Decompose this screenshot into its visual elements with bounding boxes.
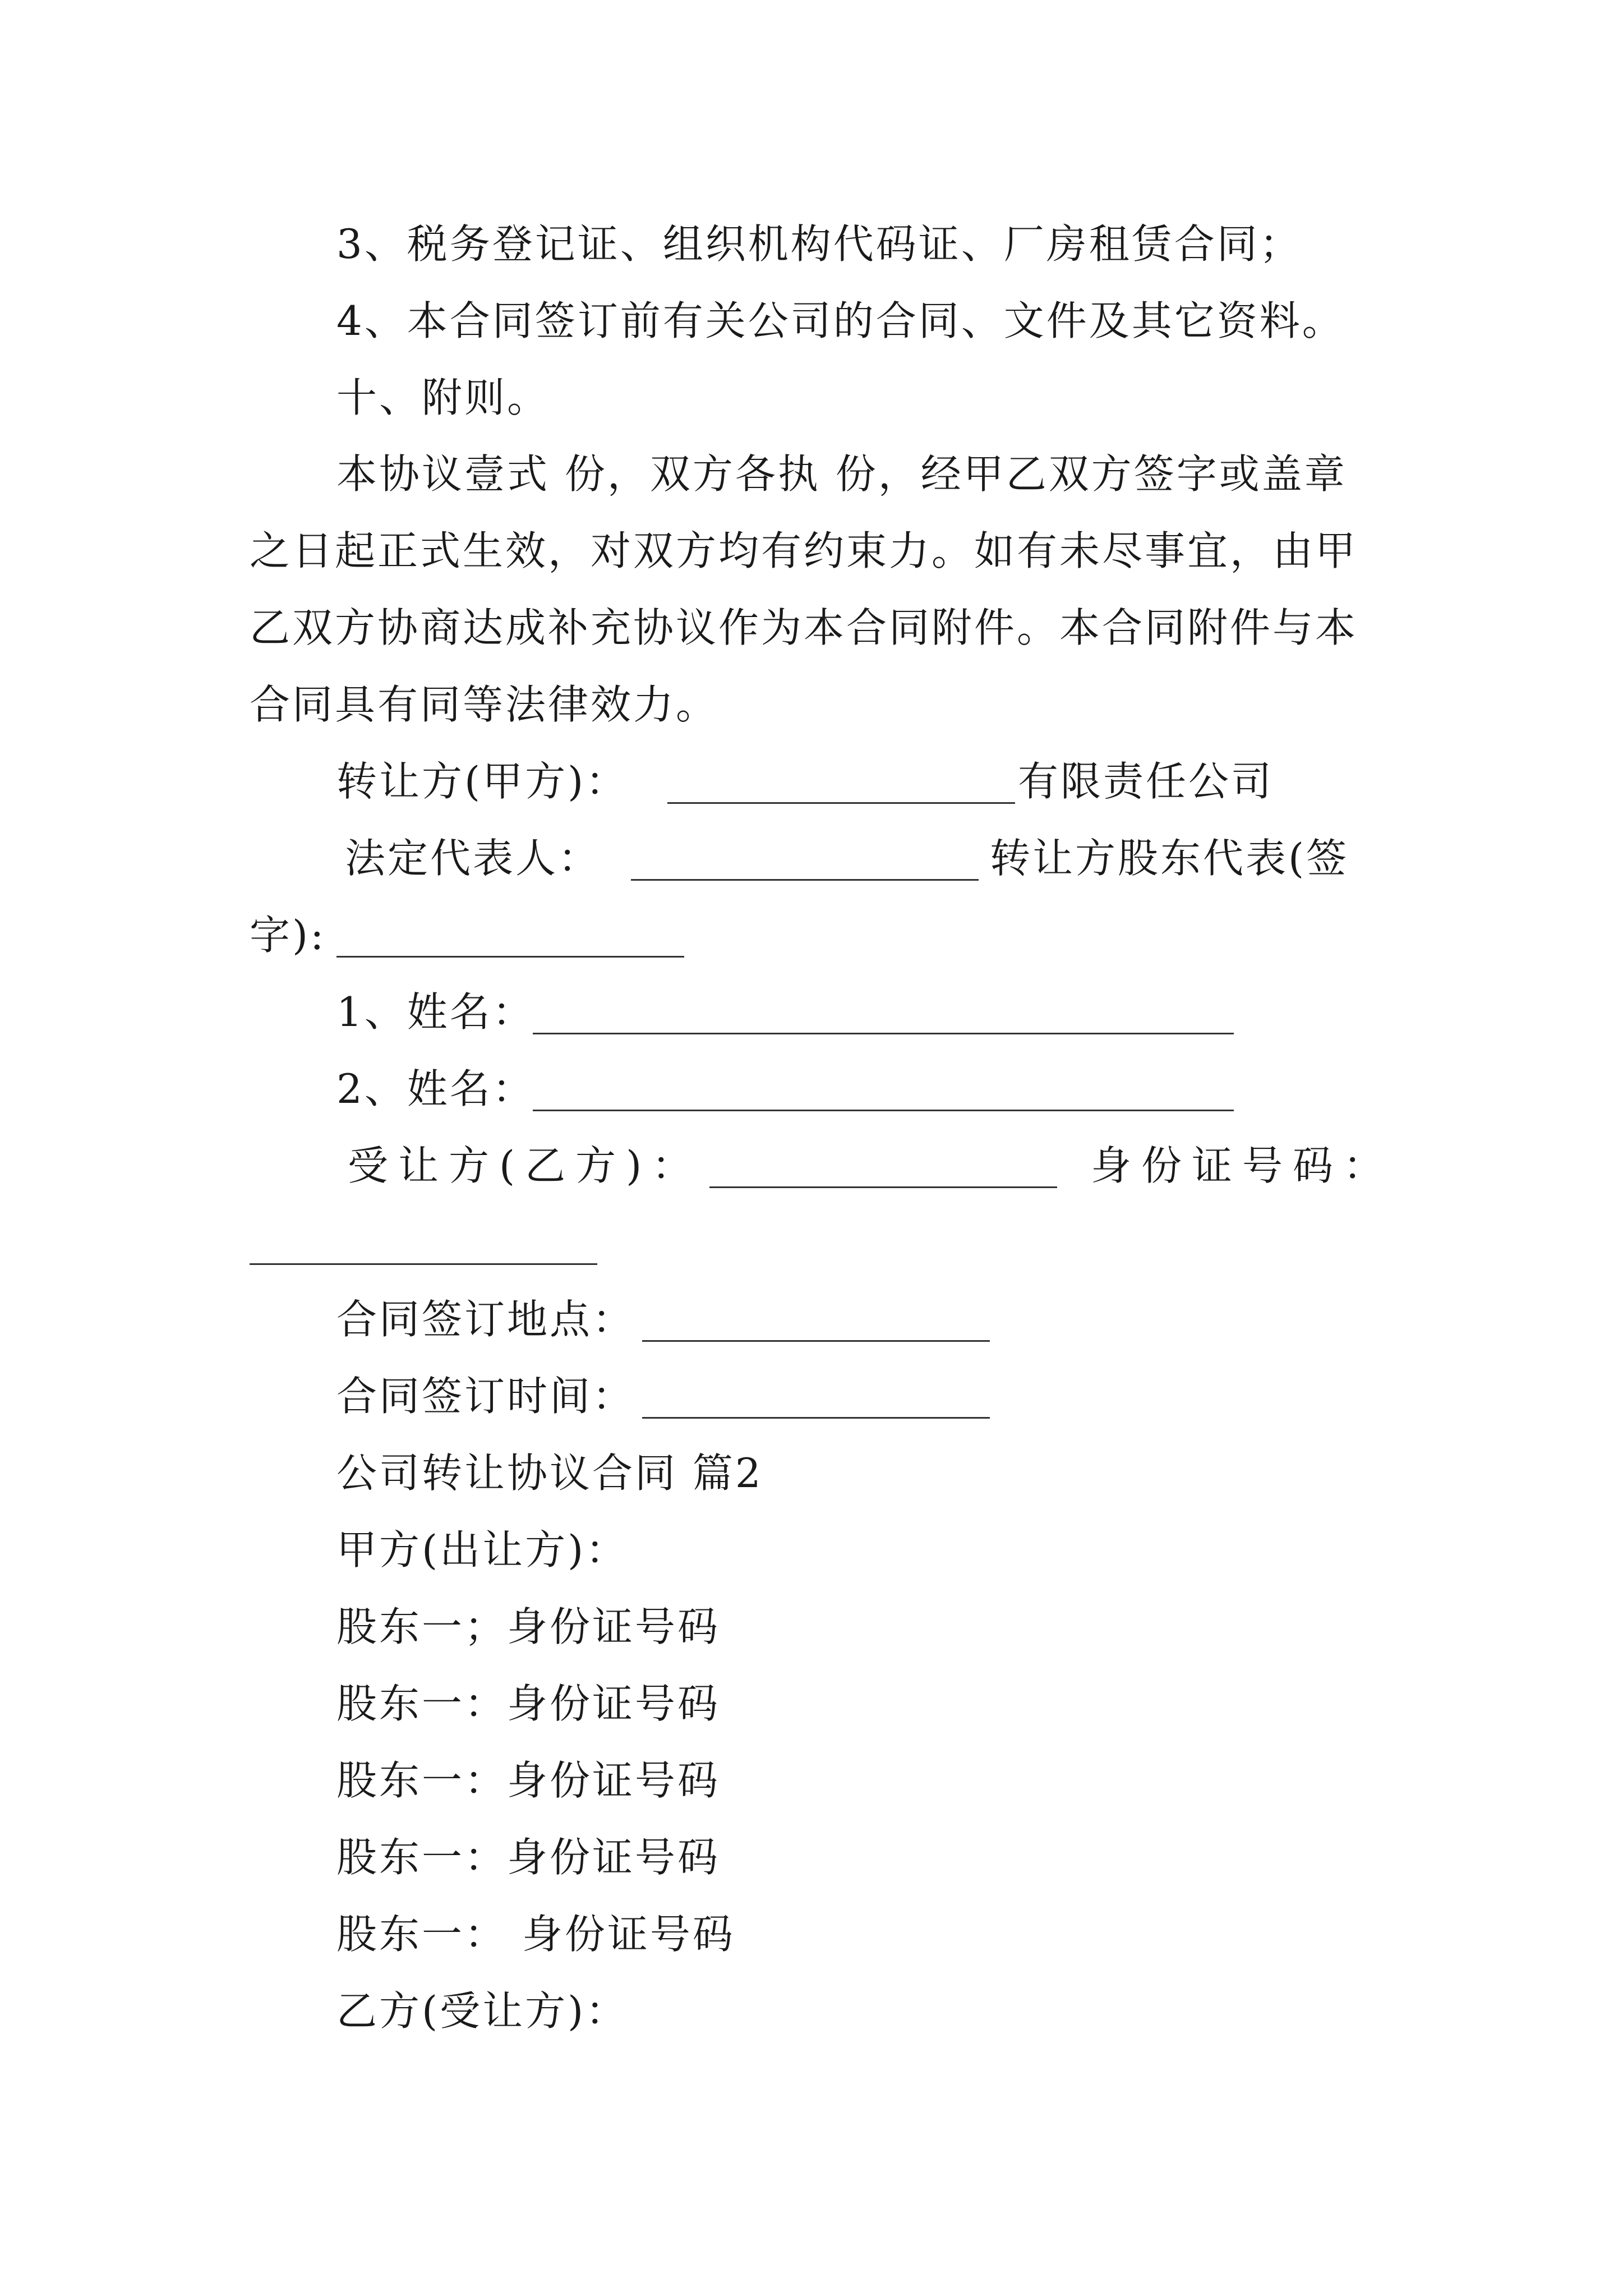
shareholder-line: 股东一；身份证号码 [336, 1603, 721, 1650]
sign-place-blank [642, 1340, 990, 1342]
list-item-4: 4、本合同签订前有关公司的合同、文件及其它资料。 [336, 297, 1345, 344]
shareholder-line: 股东一：身份证号码 [336, 1834, 721, 1881]
paragraph-line-3: 乙双方协商达成补充协议作为本合同附件。本合同附件与本 [250, 604, 1358, 651]
legal-rep-label: 法定代表人： [345, 835, 601, 882]
section-heading-10: 十、附则。 [336, 374, 550, 421]
transferee-blank [709, 1186, 1057, 1188]
sign-time-label: 合同签订时间： [336, 1373, 635, 1420]
section-heading-2: 公司转让协议合同 篇2 [336, 1450, 763, 1497]
shareholder-rep-label: 转让方股东代表(签 [990, 835, 1349, 882]
transferor-suffix: 有限责任公司 [1018, 758, 1274, 805]
transferor-label: 转让方(甲方)： [336, 758, 629, 805]
shareholder-line: 股东一：身份证号码 [336, 1680, 721, 1727]
party-b-label: 乙方(受让方)： [336, 1987, 629, 2035]
sign-place-label: 合同签订地点： [336, 1296, 635, 1343]
legal-rep-blank [631, 879, 979, 881]
transferor-blank [667, 802, 1015, 804]
transferor-line [336, 753, 628, 809]
list-item-3: 3、税务登记证、组织机构代码证、厂房租赁合同； [336, 220, 1302, 268]
shareholder-rep-blank [336, 956, 684, 958]
shareholder-line: 股东一： 身份证号码 [336, 1911, 735, 1958]
party-a-label: 甲方(出让方)： [336, 1526, 629, 1573]
shareholder-line: 股东一：身份证号码 [336, 1757, 721, 1804]
paragraph-line-2: 之日起正式生效，对双方均有约束力。如有未尽事宜，由甲 [250, 527, 1358, 574]
sign-time-blank [642, 1417, 990, 1419]
shareholder-rep-label-cont: 字): [250, 912, 326, 959]
id-number-label: 身份证号码： [1091, 1142, 1394, 1189]
name-1-blank [533, 1033, 1234, 1034]
name-2-label: 2、姓名： [336, 1065, 535, 1112]
paragraph-line-4: 合同具有同等法律效力。 [250, 681, 719, 728]
name-2-blank [533, 1110, 1234, 1111]
id-number-blank [250, 1263, 597, 1265]
name-1-label: 1、姓名： [336, 988, 535, 1036]
paragraph-line-1: 本协议壹式 份，双方各执 份，经甲乙双方签字或盖章 [336, 450, 1347, 498]
transferee-label: 受让方(乙方)： [348, 1142, 703, 1189]
